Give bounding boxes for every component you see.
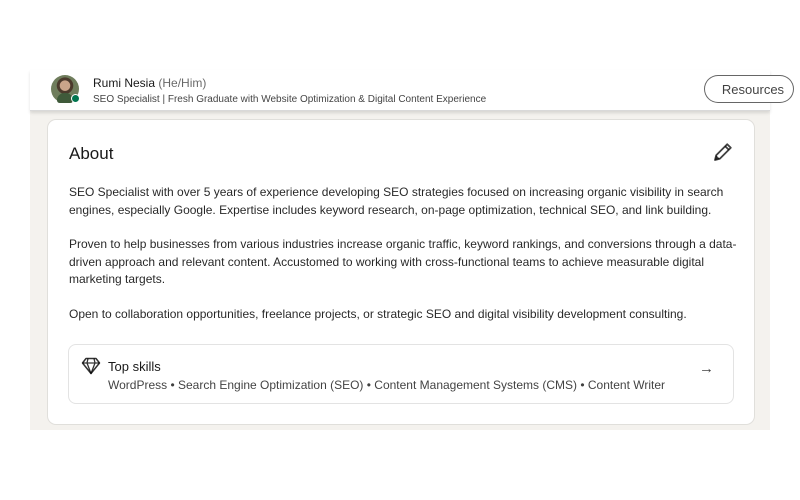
diamond-icon (81, 357, 101, 375)
about-card (48, 120, 754, 424)
about-paragraph: Proven to help businesses from various industries increase organic traffic, keyword rankings, and conversions through a data-driven approach and relevant content. Accustomed to working with cross-functional teams to achieve measurable digital marketing targets. (69, 237, 737, 286)
about-title: About (69, 144, 114, 163)
about-text (69, 184, 739, 340)
profile-headline: SEO Specialist | Fresh Graduate with Website Optimization & Digital Content Experience (93, 94, 487, 105)
pencil-icon (711, 140, 735, 164)
sticky-profile-header (30, 70, 785, 111)
edit-about-button[interactable] (711, 140, 735, 164)
online-status-dot (71, 94, 80, 103)
arrow-right-icon[interactable]: → (699, 360, 714, 377)
profile-page (30, 70, 785, 430)
resources-button[interactable]: Resources (704, 75, 794, 103)
profile-name-line (93, 76, 206, 90)
about-paragraph: Open to collaboration opportunities, freelance projects, or strategic SEO and digital visibility development consulting. (69, 306, 687, 321)
profile-name: Rumi Nesia (93, 76, 156, 90)
top-skills-title: Top skills (108, 359, 161, 374)
top-skills-box[interactable] (68, 344, 734, 404)
about-paragraph: SEO Specialist with over 5 years of experience developing SEO strategies focused on increasing organic visibility in search engines, especially Google. Expertise includes keyword research, on-page optimization, technical SEO, and link building. (69, 185, 724, 217)
profile-pronouns: (He/Him) (158, 76, 207, 90)
top-skills-list: WordPress • Search Engine Optimization (SEO) • Content Management Systems (CMS) • Content Writer (108, 378, 666, 392)
